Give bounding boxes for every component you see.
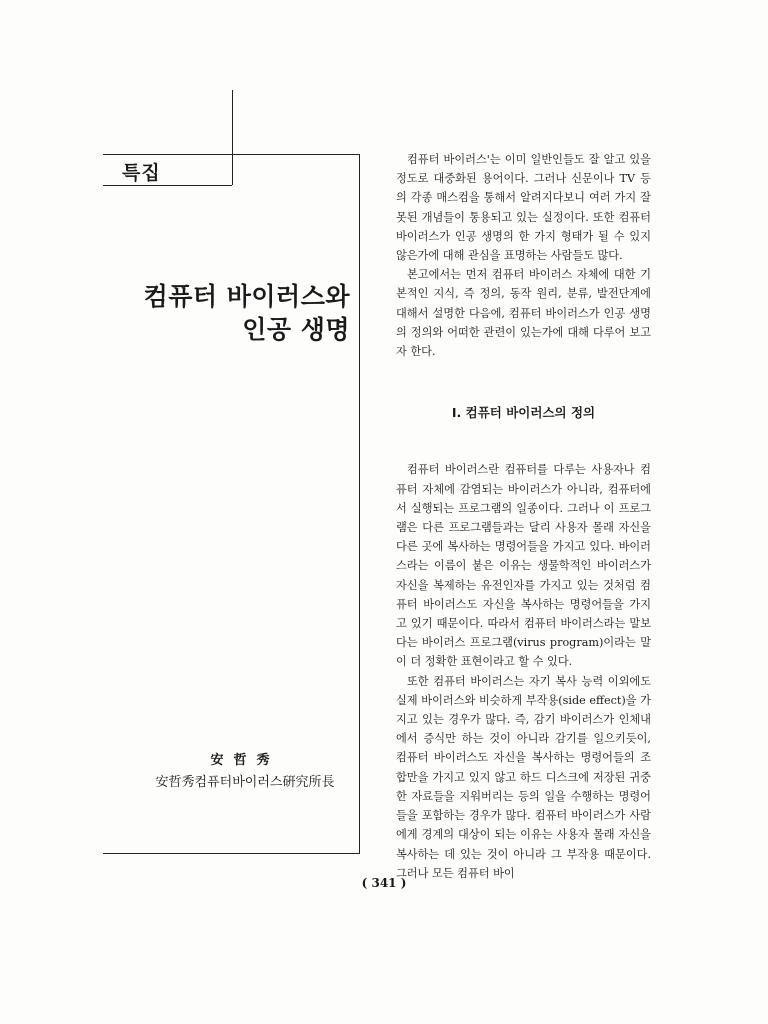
intro-paragraph-1: 컴퓨터 바이러스'는 이미 일반인들도 잘 알고 있을 정도로 대중화된 용어이다. 그러나 신문이나 TV 등의 각종 매스컴을 통해서 알려지다보니 여러 가지 잘못된 개념들이 통용되고 있는 실정이다. 또한 컴퓨터 바이러스가 인공 생명의 한 가지 형태가 될 수 있지 않은가에 대해 관심을 표명하는 사람들도 많다.	[396, 153, 651, 263]
body-paragraph-2: 또한 컴퓨터 바이러스는 자기 복사 능력 이외에도 실제 바이러스와 비슷하게 부작용(side effect)을 가지고 있는 경우가 많다. 즉, 감기 바이러스가 인체내에서 증식만 하는 것이 아니라 감기를 일으키듯이, 컴퓨터 바이러스도 자신을 복사하는 명령어들의 조합만을 가지고 있지 않고 하드 디스크에 저장된 귀중한 자료들을 지워버리는 등의 일을 수행하는 명령어들을 포함하는 경우가 많다. 컴퓨터 바이러스가 사람에게 경계의 대상이 되는 이유는 사용자 몰래 자신을 복사하는 데 있는 것이 아니라 그 부작용 때문이다. 그러나 모든 컴퓨터 바이	[396, 674, 651, 880]
author-name: 安哲秀	[210, 753, 280, 768]
title-frame	[103, 154, 360, 854]
author-block	[140, 750, 350, 794]
title-line-2: 인공 생명	[242, 315, 350, 344]
title-line-1: 컴퓨터 바이러스와	[143, 282, 350, 311]
author-affiliation: 安哲秀컴퓨터바이러스硏究所長	[155, 775, 335, 790]
article-title	[144, 280, 350, 346]
text-column	[396, 150, 651, 883]
section-heading: I. 컴퓨터 바이러스의 정의	[451, 405, 596, 421]
feature-tag: 특집	[122, 162, 161, 184]
intro-paragraph-2: 본고에서는 먼저 컴퓨터 바이러스 자체에 대한 기본적인 지식, 즉 정의, 동작 원리, 분류, 발전단계에 대해서 설명한 다음에, 컴퓨터 바이러스가 인공 생명의 정의와 어떠한 관련이 있는가에 대해 다루어 보고자 한다.	[396, 268, 651, 359]
page-number: ( 341 )	[361, 876, 407, 890]
body-paragraph-1: 컴퓨터 바이러스란 컴퓨터를 다루는 사용자나 컴퓨터 자체에 감염되는 바이러스가 아니라, 컴퓨터에서 실행되는 프로그램의 일종이다. 그러나 이 프로그램은 다른 프로그램들과는 달리 사용자 몰래 자신을 다른 곳에 복사하는 명령어들을 가지고 있다. 바이러스라는 이름이 붙은 이유는 생물학적인 바이러스가 자신을 복제하는 유전인자를 가지고 있는 것처럼 컴퓨터 바이러스도 자신을 복사하는 명령어들을 가지고 있기 때문이다. 따라서 컴퓨터 바이러스라는 말보다는 바이러스 프로그램(virus program)이라는 말이 더 정확한 표현이라고 할 수 있다.	[396, 463, 651, 669]
